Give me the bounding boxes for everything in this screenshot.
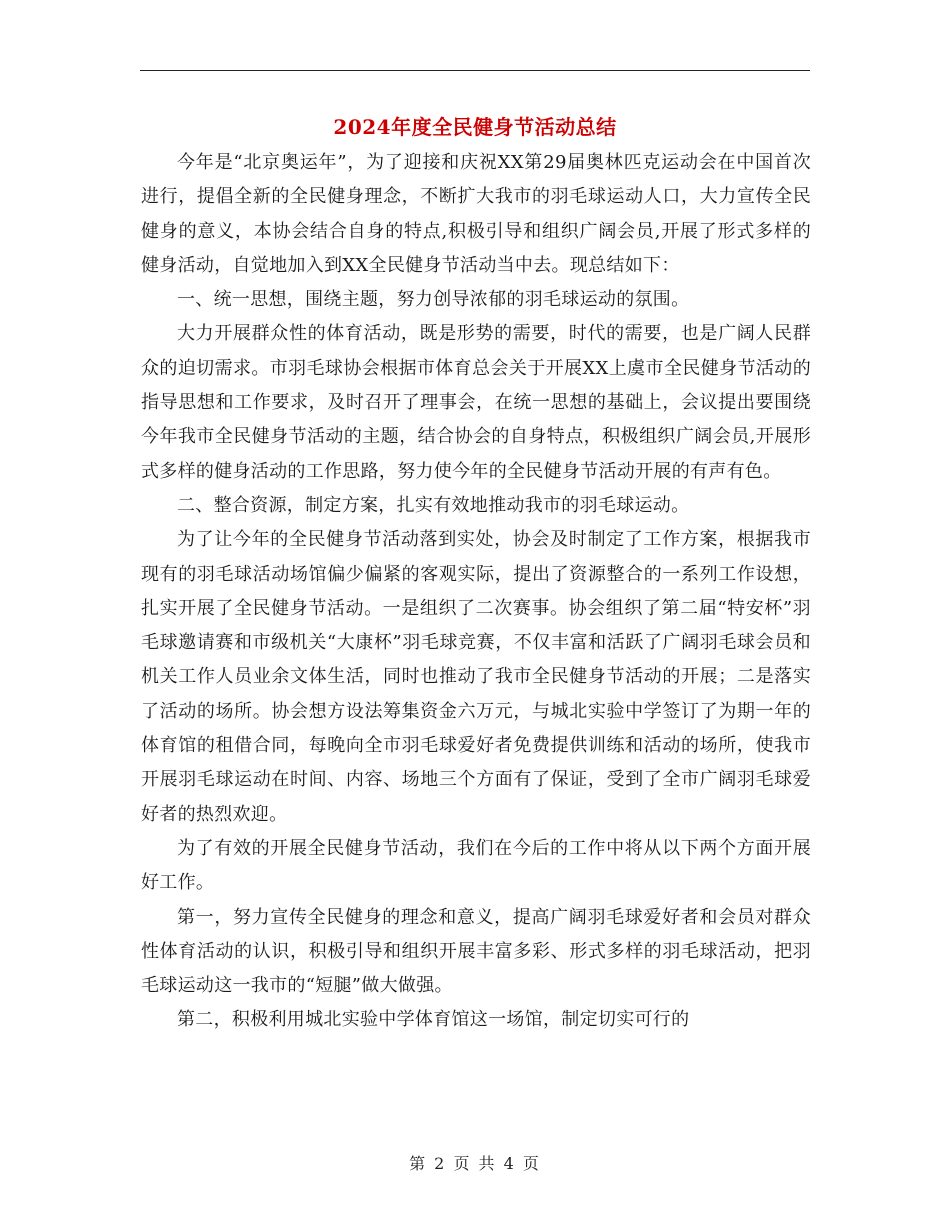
paragraph-section-1: 大力开展群众性的体育活动，既是形势的需要，时代的需要，也是广阔人民群众的迫切需求。市羽毛球协会根据市体育总会关于开展XX上虞市全民健身节活动的指导思想和工作要求，及时召开了理事会，在统一思想的基础上，会议提出要围绕今年我市全民健身节活动的主题，结合协会的自身特点，积极组织广阔会员,开展形式多样的健身活动的工作思路，努力使今年的全民健身节活动开展的有声有色。 xyxy=(141,323,811,482)
paragraph-future-work: 为了有效的开展全民健身节活动，我们在今后的工作中将从以下两个方面开展好工作。 xyxy=(141,837,811,894)
section-heading-2: 二、整合资源，制定方案，扎实有效地推动我市的羽毛球运动。 xyxy=(177,494,690,516)
paragraph-point-1: 第一，努力宣传全民健身的理念和意义，提高广阔羽毛球爱好者和会员对群众性体育活动的认识，积极引导和组织开展丰富多彩、形式多样的羽毛球活动，把羽毛球运动这一我市的“短腿”做大做强。 xyxy=(141,906,811,997)
paragraph-point-2: 第二，积极利用城北实验中学体育馆这一场馆，制定切实可行的 xyxy=(177,1009,690,1031)
document-body xyxy=(141,146,811,1038)
paragraph-intro: 今年是“北京奥运年”，为了迎接和庆祝XX第29届奥林匹克运动会在中国首次进行，提倡全新的全民健身理念，不断扩大我市的羽毛球运动人口，大力宣传全民健身的意义，本协会结合自身的特点,积极引导和组织广阔会员,开展了形式多样的健身活动，自觉地加入到XX全民健身节活动当中去。现总结如下： xyxy=(141,152,811,276)
document-title: 2024年度全民健身节活动总结 xyxy=(333,115,617,139)
header-divider xyxy=(140,70,810,71)
paragraph-section-2: 为了让今年的全民健身节活动落到实处，协会及时制定了工作方案，根据我市现有的羽毛球活动场馆偏少偏紧的客观实际，提出了资源整合的一系列工作设想，扎实开展了全民健身节活动。一是组织了二次赛事。协会组织了第二届“特安杯”羽毛球邀请赛和市级机关“大康杯”羽毛球竞赛，不仅丰富和活跃了广阔羽毛球会员和机关工作人员业余文体生活，同时也推动了我市全民健身节活动的开展；二是落实了活动的场所。协会想方设法筹集资金六万元，与城北实验中学签订了为期一年的体育馆的租借合同，每晚向全市羽毛球爱好者免费提供训练和活动的场所，使我市开展羽毛球运动在时间、内容、场地三个方面有了保证，受到了全市广阔羽毛球爱好者的热烈欢迎。 xyxy=(141,529,811,825)
section-heading-1: 一、统一思想，围绕主题，努力创导浓郁的羽毛球运动的氛围。 xyxy=(177,289,690,311)
page-footer: 第 2 页 共 4 页 xyxy=(409,1154,541,1173)
